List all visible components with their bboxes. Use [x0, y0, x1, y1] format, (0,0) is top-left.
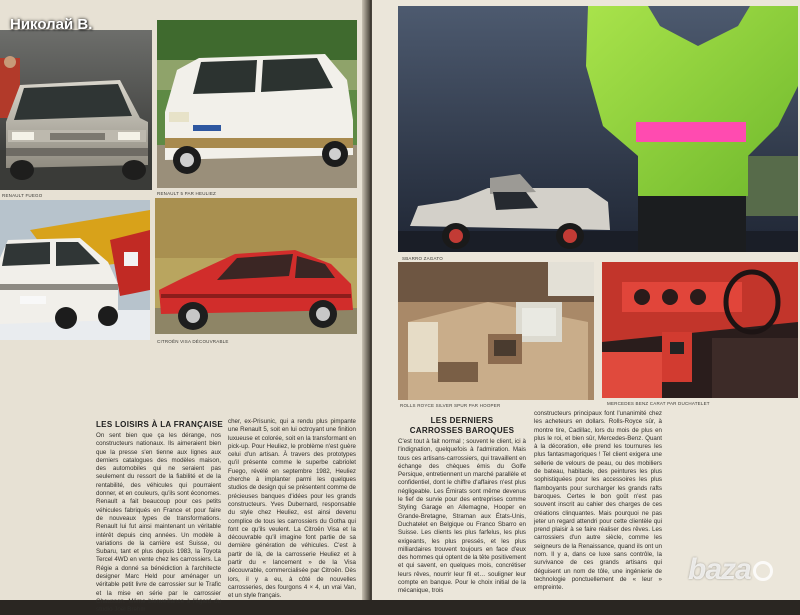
left-page: [0, 0, 368, 614]
left-article-heading: LES LOISIRS À LA FRANÇAISE: [96, 420, 224, 429]
photo-renault-5: [157, 20, 357, 188]
caption-photo-2: RENAULT 5 PAR HEULIEZ: [157, 191, 216, 196]
right-article-column-1: C'est tout à fait normal ; souvent le client, ici à l'indignation, quelquefois à l'admiration. Mais tous ces artisans-carrossiers, qui travaillent en échange des chèques émis du Golfe Persique, entretiennent un marché parallèle et confidentiel, dont le chiffre d'affaires n'est plus négligeable. Les Émirats sont même devenus le fief de survie pour des entreprises comme Styling Garage en Allemagne, Hooper en Grande-Bretagne, Straman aux États-Unis, Duchatelet en Belgique ou Franco Sbarro en Suisse. Les clients les plus farfelus, les plus exigeants, les plus pressés, et les plus milliardaires trouvent toujours en face d'eux des hommes qui optent de la tête positivement et qui savent, en quelques mois, concrétiser leurs rêves, nourrir leur fil et… souligner leur compte en banque. Pour le choix initial de la mécanique, trois: [398, 438, 526, 595]
author-watermark: Николай В.: [10, 16, 93, 33]
photo-rolls-interior: [398, 262, 594, 400]
photo-renault-fuego: [0, 30, 152, 190]
caption-right-photo-2: ROLLS ROYCE SILVER SPUR PAR HOOPER: [400, 403, 501, 408]
photo-citroen-visa: [155, 198, 357, 334]
photo-mercedes-interior: [602, 262, 798, 398]
right-page: [372, 0, 800, 600]
right-article-column-2: constructeurs principaux font l'unanimité chez les acheteurs en dollars. Rolls-Royce sûr, à montre tire, Cadillac, lors du mois de plus en plus le roi, et bien sûr, Mercedes-Benz. Quant à la décoration, elle prend les tournures les plus fantasmagoriques ! Tel client exigera une sellerie de velours de peau, ou des mobiliers de bateau, habitacle, des peintures les plus sophistiquées pour les accessoires les plus flamboyants pour surcharger les grands rafts baroques. Certes le bon goût n'est pas souvent inscrit au cahier des charges de ces créations clinquantes. Mais pourquoi ne pas jeter un regard attendri pour cette clientèle qui prend plaisir à se faire réaliser des rêves. Les carrossiers d'un autre siècle, comme les seigneurs de la Renaissance, quand ils ont un nom. Il y a, dans ce luxe sans contrôle, la survivance de ces grands artisans qui déguisent un nom de tôle, une ingénierie de technologie ponctuellement de « leur » empreinte.: [534, 410, 662, 592]
site-logo-text: baza: [688, 553, 751, 586]
right-article-heading-line-2: CARROSSES BAROQUES: [409, 426, 515, 435]
logo-ring-icon: [753, 561, 773, 581]
left-article-column-1: On sent bien que ça les dérange, nos constructeurs nationaux. Ils aimeraient bien que la presse s'en tienne aux lignes aux derniers catalogues des modèles maison, des automobiles qui ne seraient pas seulement du ressort de la fiabilité et de la rentabilité, des véhicules qui pourraient donner, et en couleurs, qu'ils sont économes. Renault a fait beaucoup pour ces petits véhicules fabriqués en France et pour faire de nouveaux types de transformations. Renault lui fut ainsi maintenant un véritable intérêt depuis cinq années. Un modèle à variations de la carrière est Suisse, ou Subaru, tant et plus depuis 1983, la Toyota Tercel 4WD en vente chez les carrossiers. La Régie a donné sa bénédiction à l'architecte designer Marc Held pour aménager un véritable petit livre de carrossier sur le Trafic et la mise en série par le carrossier Chausson. Même bienveillance à l'égard du studio Joël Brehm: [96, 432, 221, 614]
photo-sbarro-zagato: [398, 6, 798, 252]
right-article-heading-line-1: LES DERNIERS: [430, 416, 494, 425]
caption-right-photo-1: SBARRO ZAGATO: [402, 256, 443, 261]
site-logo: [688, 553, 773, 587]
caption-photo-1: RENAULT FUEGO: [2, 193, 43, 198]
caption-right-photo-3: MERCEDES BENZ CARAT PAR DUCHATELET: [607, 401, 710, 406]
left-article-column-2: cher, ex-Prisunic, qui a rendu plus pimpante une Renault 5, soit en lui octroyant une finition luxueuse et colorée, soit en la transformant en pick-up. Pour Heuliez, le problème n'est guère celui d'un artisan. À travers des prototypes qu'il présente comme le superbe cabriolet Fuego, révélé en septembre 1982, Heuliez cherche à implanter parmi les quelques studios de design qui se présentent comme de précieuses banques d'idées pour les grands constructeurs. Yves Dubernard, responsable du style chez Heuliez, est ainsi devenu complice de tous les carrossiers du Gotha qui font ce qu'ils veulent. La Citroën Visa et la découvrable qu'il imagine font partie de sa dernière génération de véhicules. C'est à partir de là, de la carrosserie Heuliez et à partir du « lancement » de la Visa découvrable, commercialisée par Citroën. Dès lors, il y a eu, à côté de nouvelles carrosseries, des fourgons 4 × 4, un vrai Van, et un style français.: [228, 418, 356, 600]
photo-renault-5-snow: [0, 200, 150, 340]
caption-photo-4: CITROËN VISA DÉCOUVRABLE: [157, 339, 229, 344]
